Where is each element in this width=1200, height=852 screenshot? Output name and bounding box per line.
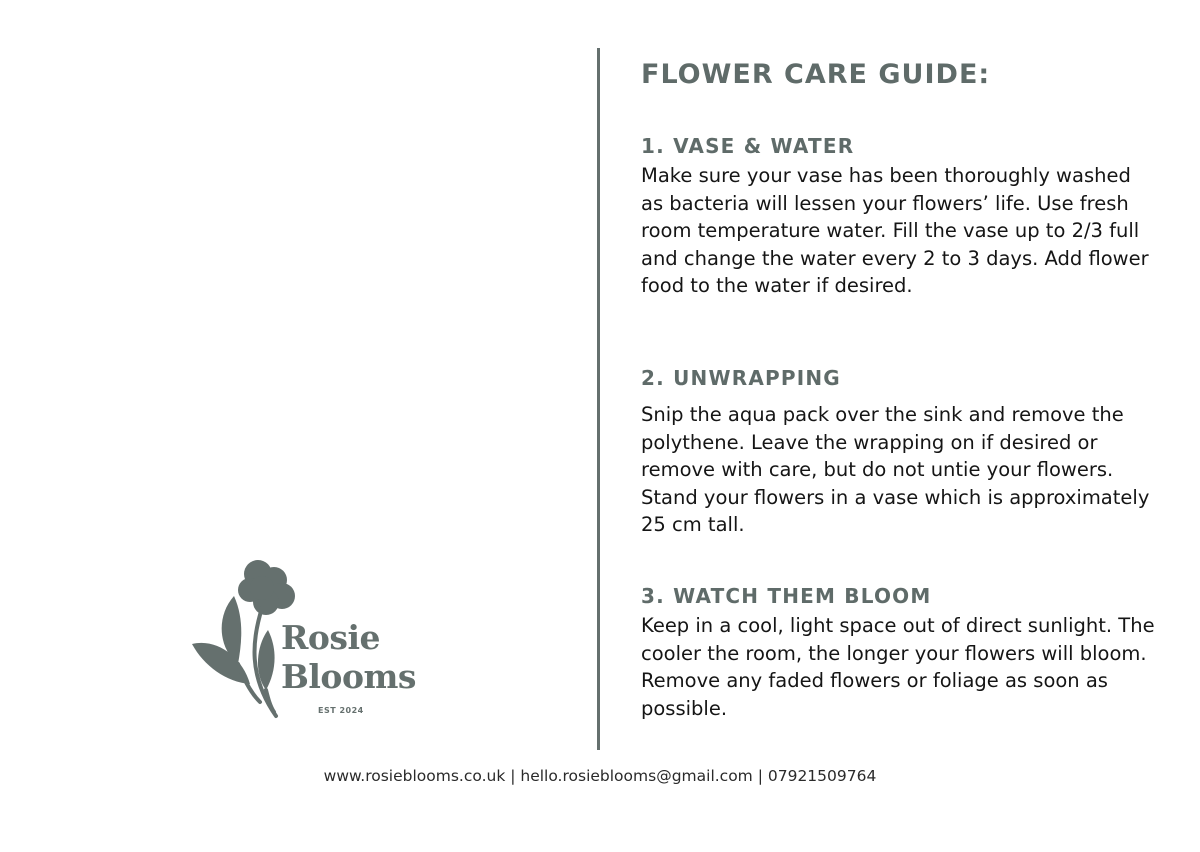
section-heading-vase-water: 1. VASE & WATER	[641, 134, 855, 158]
vertical-divider	[597, 48, 600, 750]
established-label: EST 2024	[318, 706, 364, 715]
contact-footer: www.rosieblooms.co.uk | hello.rosieblooms@gmail.com | 07921509764	[323, 767, 877, 785]
brand-logo	[186, 556, 426, 726]
guide-title: FLOWER CARE GUIDE:	[641, 59, 991, 90]
section-heading-unwrapping: 2. UNWRAPPING	[641, 366, 841, 390]
care-guide	[641, 56, 1171, 720]
section-heading-watch-bloom: 3. WATCH THEM BLOOM	[641, 584, 932, 608]
brand-name-line-1: Rosie	[281, 618, 381, 657]
section-body-vase-water: Make sure your vase has been thoroughly washed as bacteria will lessen your flowers’ life. Use fresh room temperature water. Fill the vase up to 2/3 full and change the water every 2 to 3 days. Add flower food to the water if desired.	[641, 164, 1149, 297]
section-body-watch-bloom: Keep in a cool, light space out of direct sunlight. The cooler the room, the longer your flowers will bloom. Remove any faded flowers or foliage as soon as possible.	[641, 614, 1155, 720]
brand-name-line-2: Blooms	[281, 657, 416, 696]
section-body-unwrapping: Snip the aqua pack over the sink and remove the polythene. Leave the wrapping on if desired or remove with care, but do not untie your flowers. Stand your flowers in a vase which is approximately 25 cm tall.	[641, 403, 1150, 536]
